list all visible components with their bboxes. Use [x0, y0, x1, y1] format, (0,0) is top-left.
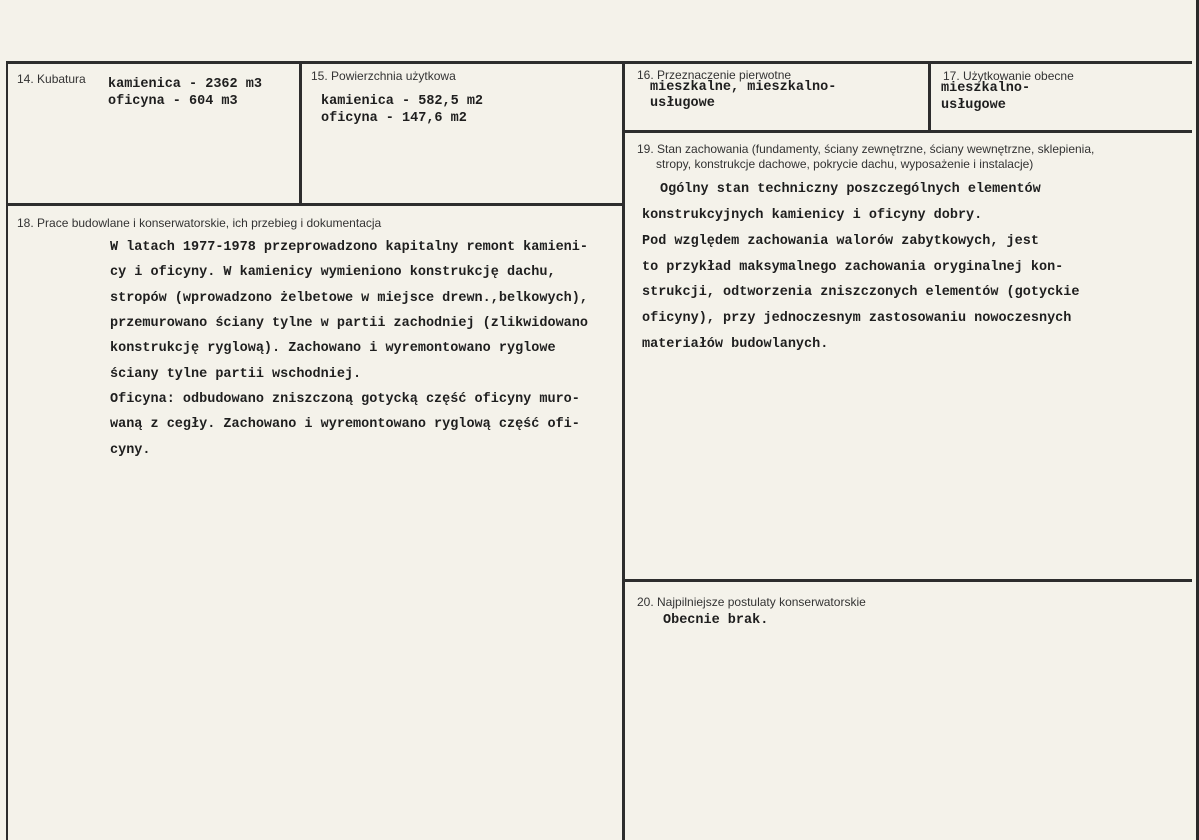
divider-16-17 — [928, 61, 931, 131]
middle-rule — [622, 61, 625, 840]
field-19-line-5: strukcji, odtworzenia zniszczonych elementów (gotyckie — [642, 285, 1080, 300]
field-20-line-1: Obecnie brak. — [663, 613, 769, 628]
field-16-line-1: mieszkalne, mieszkalno- — [650, 80, 837, 95]
divider-14-15 — [299, 61, 302, 205]
field-17-line-1: mieszkalno- — [941, 81, 1031, 96]
field-14-label: 14. Kubatura — [17, 72, 86, 86]
field-19-line-7: materiałów budowlanych. — [642, 337, 829, 352]
field-20-label: 20. Najpilniejsze postulaty konserwatorskie — [637, 595, 866, 609]
field-18-line-2: cy i oficyny. W kamienicy wymieniono konstrukcję dachu, — [110, 265, 556, 280]
field-18-line-4: przemurowano ściany tylne w partii zachodniej (zlikwidowano — [110, 316, 588, 331]
field-18-line-8: waną z cegły. Zachowano i wyremontowano ryglową część ofi- — [110, 417, 580, 432]
field-16-label: 16. Przeznaczenie pierwotne — [637, 68, 792, 82]
field-17-label: 17. Użytkowanie obecne — [943, 69, 1074, 83]
field-15-label: 15. Powierzchnia użytkowa — [311, 69, 456, 83]
field-18-line-1: W latach 1977-1978 przeprowadzono kapitalny remont kamieni- — [110, 240, 588, 255]
field-19-line-2: konstrukcyjnych kamienicy i oficyny dobry. — [642, 208, 983, 223]
field-15-line-2: oficyna - 147,6 m2 — [321, 111, 467, 126]
field-14-line-1: kamienica - 2362 m3 — [108, 77, 262, 92]
field-19-line-4: to przykład maksymalnego zachowania oryginalnej kon- — [642, 260, 1064, 275]
field-17-line-2: usługowe — [941, 98, 1006, 113]
field-18-line-9: cyny. — [110, 443, 151, 458]
rule-under-14-15 — [6, 203, 625, 206]
field-18-label: 18. Prace budowlane i konserwatorskie, ich przebieg i dokumentacja — [17, 216, 382, 230]
field-19-label-line-2: stropy, konstrukcje dachowe, pokrycie dachu, wyposażenie i instalacje) — [656, 157, 1034, 171]
rule-under-16-17 — [622, 130, 1192, 133]
field-15-line-1: kamienica - 582,5 m2 — [321, 94, 484, 109]
left-rule — [6, 61, 8, 840]
top-rule — [6, 61, 1192, 64]
field-18-line-3: stropów (wprowadzono żelbetowe w miejsce drewn.,belkowych), — [110, 291, 588, 306]
field-19-label-line-1: 19. Stan zachowania (fundamenty, ściany zewnętrzne, ściany wewnętrzne, sklepienia, — [637, 142, 1095, 156]
field-18-line-7: Oficyna: odbudowano zniszczoną gotycką część oficyny muro- — [110, 392, 580, 407]
field-19-line-6: oficyny), przy jednoczesnym zastosowaniu nowoczesnych — [642, 311, 1072, 326]
field-19-line-1: Ogólny stan techniczny poszczególnych elementów — [660, 182, 1041, 197]
field-18-line-6: ściany tylne partii wschodniej. — [110, 367, 362, 382]
rule-under-19 — [622, 579, 1192, 582]
field-16-line-2: usługowe — [650, 96, 715, 111]
field-18-line-5: konstrukcję ryglową). Zachowano i wyremontowano ryglowe — [110, 341, 556, 356]
field-19-line-3: Pod względem zachowania walorów zabytkowych, jest — [642, 234, 1039, 249]
field-14-line-2: oficyna - 604 m3 — [108, 94, 238, 109]
